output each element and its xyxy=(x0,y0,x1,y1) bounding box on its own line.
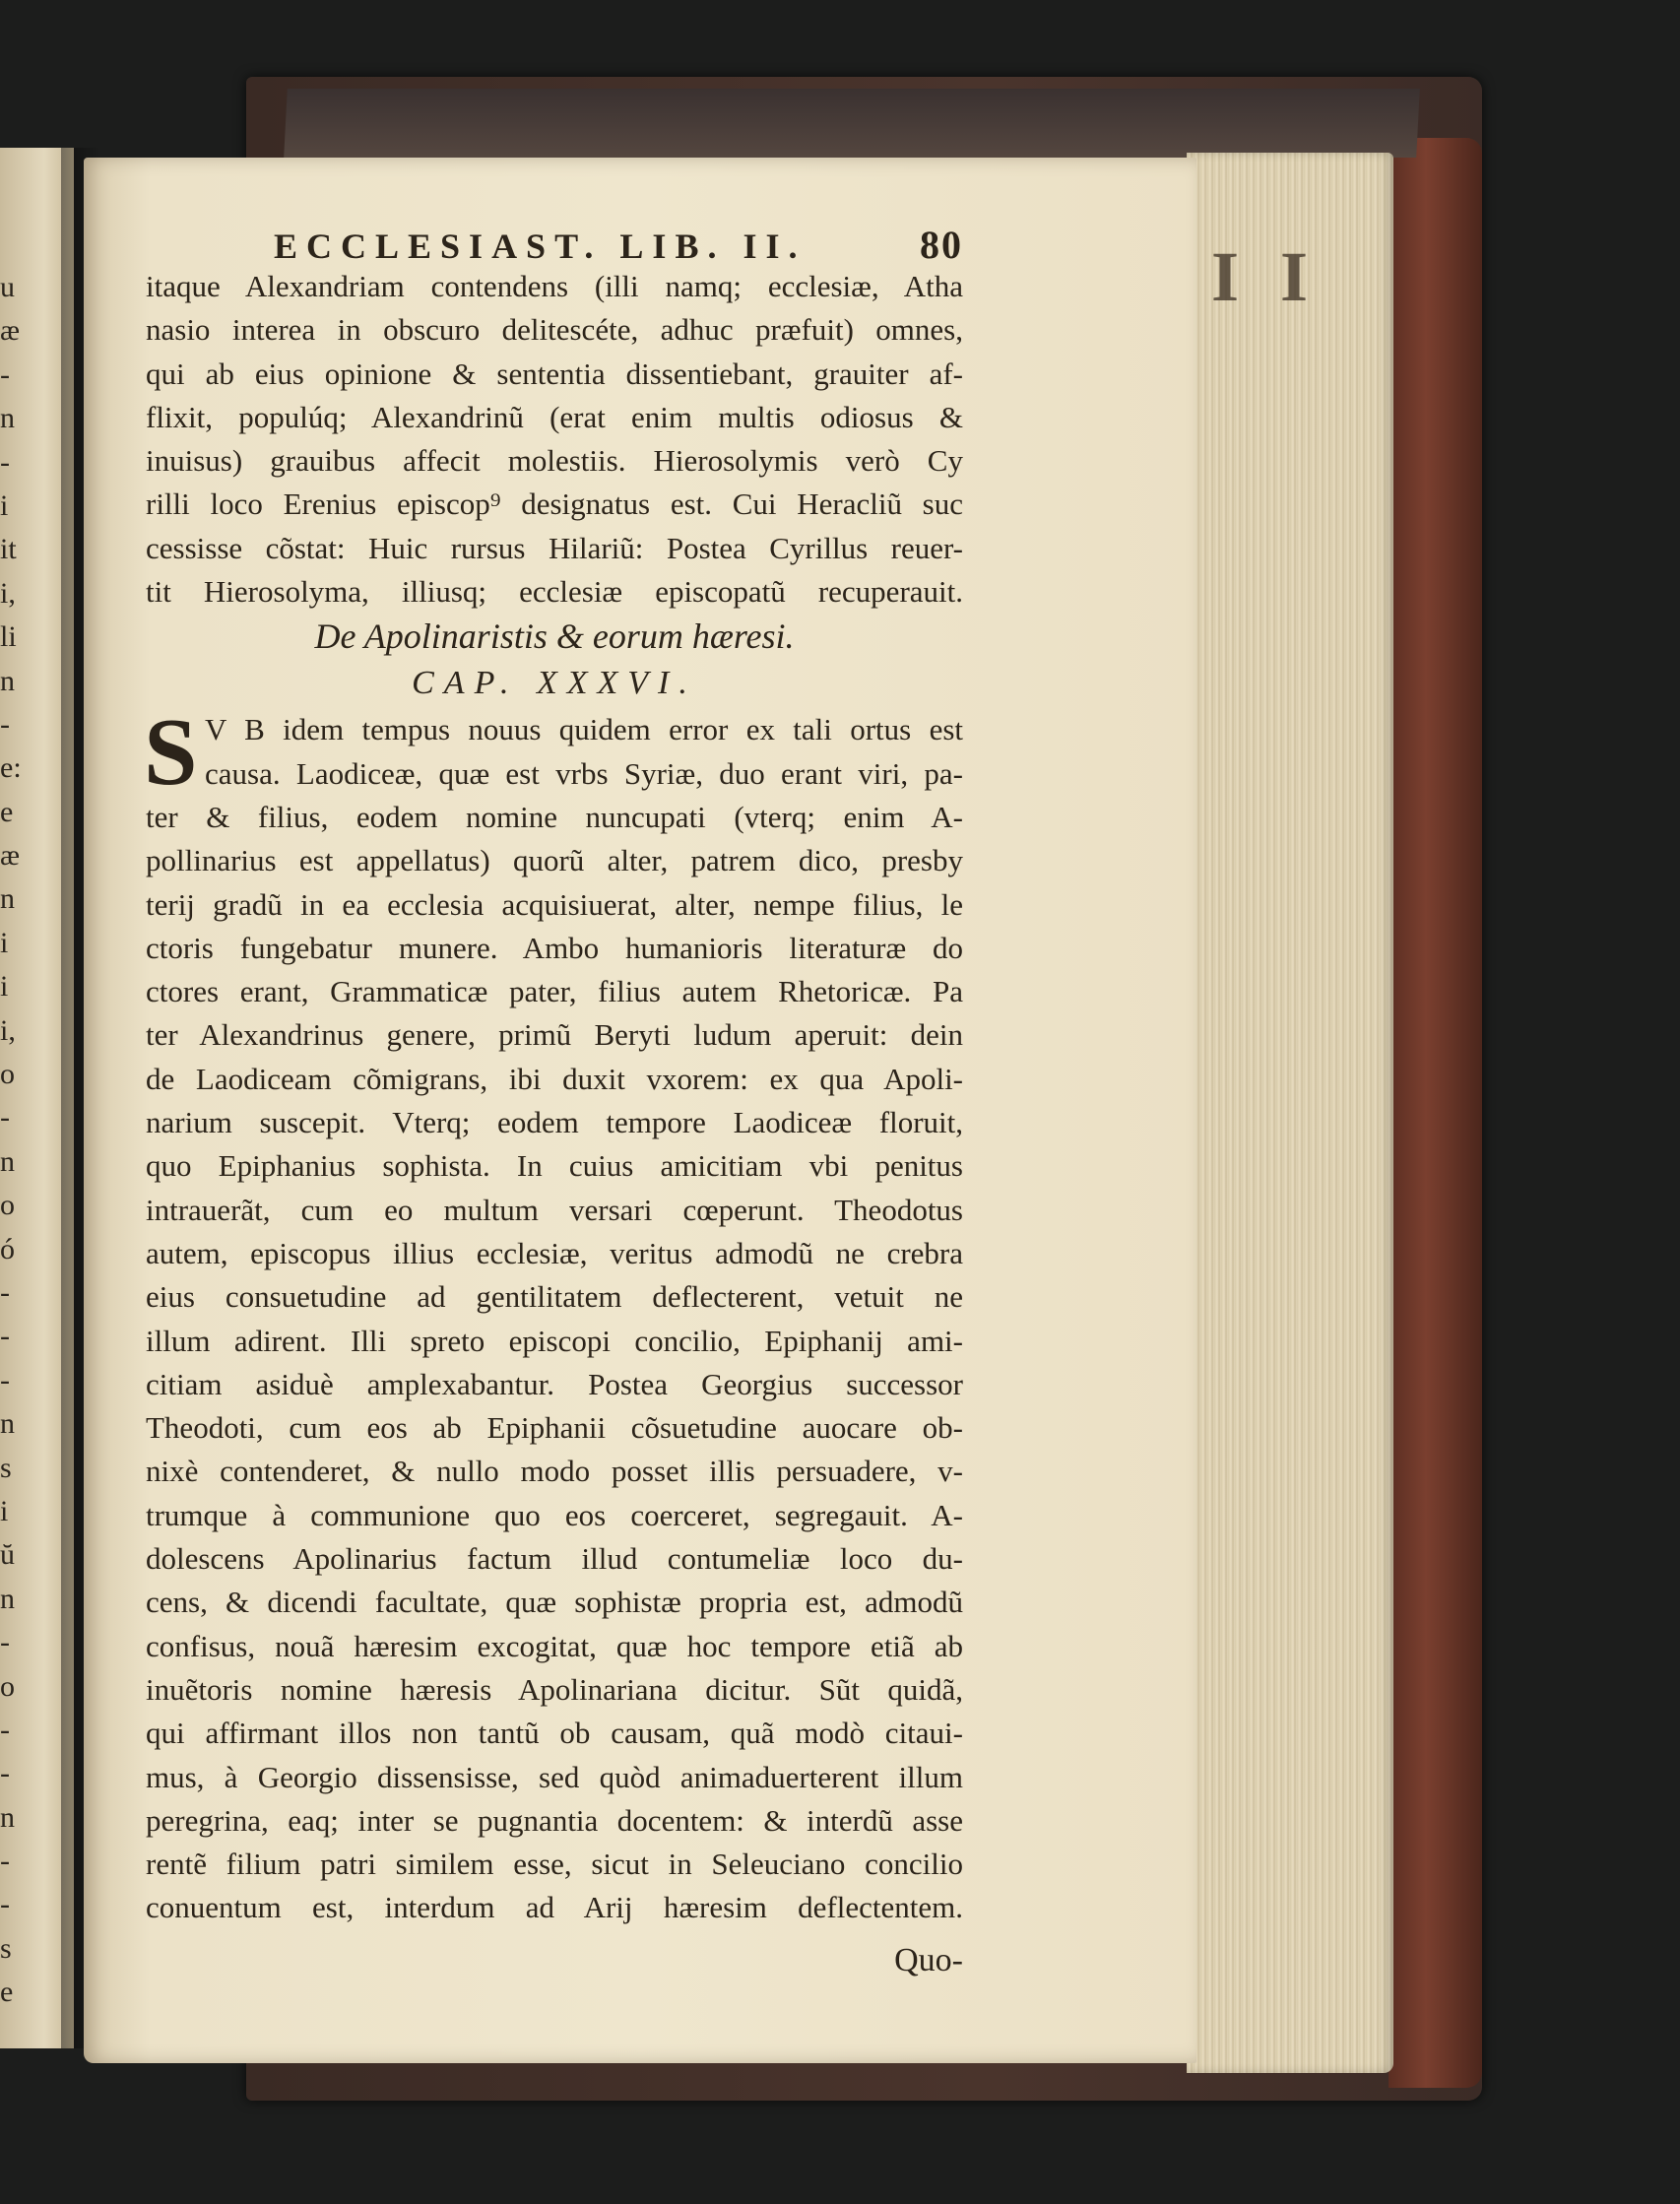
left-page-fragment: u xyxy=(0,271,15,303)
text-block-top xyxy=(146,265,963,614)
left-page-fragment: - xyxy=(0,445,10,479)
section-heading: De Apolinaristis & eorum hæresi. xyxy=(314,616,795,657)
text-line: narium suscepit. Vterq; eodem tempore Laodiceæ floruit, xyxy=(146,1105,963,1140)
text-line: inuẽtoris nomine hæresis Apolinariana dicitur. Sũt quidã, xyxy=(146,1671,963,1707)
text-line: eius consuetudine ad gentilitatem deflecterent, vetuit ne xyxy=(146,1279,963,1315)
left-page-fragment: - xyxy=(0,707,10,741)
text-line: terij gradũ in ea ecclesia acquisiuerat, alter, nempe filius, le xyxy=(146,886,963,922)
left-page-fragment: ó xyxy=(0,1232,15,1265)
left-page-fragment: - xyxy=(0,1275,10,1309)
left-page-fragment: - xyxy=(0,1888,10,1921)
text-line: qui affirmant illos non tantũ ob causam, quã modò citaui- xyxy=(146,1716,963,1751)
text-line: ter & filius, eodem nomine nuncupati (vterq; enim A- xyxy=(146,799,963,834)
text-line: rentẽ filium patri similem esse, sicut in Seleuciano concilio xyxy=(146,1847,963,1882)
left-page-fragment: o xyxy=(0,1189,15,1222)
text-block-body xyxy=(144,699,963,1929)
text-line: Theodoti, cum eos ab Epiphanii cõsuetudine auocare ob- xyxy=(146,1410,963,1446)
text-line: autem, episcopus illius ecclesiæ, veritus admodũ ne crebra xyxy=(146,1235,963,1270)
book-cover-edge xyxy=(1389,138,1482,2088)
left-page-fragment: - xyxy=(0,1101,10,1134)
page-text xyxy=(146,222,963,1985)
text-line: intrauerãt, cum eo multum versari cœperunt. Theodotus xyxy=(146,1192,963,1227)
left-page-fragment: æ xyxy=(0,314,21,348)
left-page-fragment: i xyxy=(0,488,9,522)
left-page-fragment: s xyxy=(0,1451,12,1484)
text-line: nasio interea in obscuro delitescéte, adhuc præfuit) omnes, xyxy=(146,312,963,348)
left-page-fragment: n xyxy=(0,1800,15,1834)
left-page-fragment: it xyxy=(0,533,17,566)
left-page-fragment: o xyxy=(0,1058,15,1091)
left-page-fragment: n xyxy=(0,1144,15,1178)
text-line: dolescens Apolinarius factum illud contumeliæ loco du- xyxy=(146,1541,963,1577)
left-page-fragment: - xyxy=(0,1626,10,1659)
left-page-fragment: i xyxy=(0,1494,9,1527)
chapter-label: CAP. XXXVI. xyxy=(412,665,697,702)
text-line: mus, à Georgio dissensisse, sed quòd animaduerterent illum xyxy=(146,1759,963,1794)
left-page-fragment: o xyxy=(0,1669,15,1703)
left-page-fragment: n xyxy=(0,1407,15,1441)
running-head-title: ECCLESIAST. LIB. II. xyxy=(274,227,807,266)
left-page-fragment: i, xyxy=(0,1013,16,1047)
left-page-fragment: - xyxy=(0,1320,10,1353)
left-page-fragment: n xyxy=(0,402,15,435)
text-line: peregrina, eaq; inter se pugnantia docentem: & interdũ asse xyxy=(146,1802,963,1838)
left-page-fragment: e: xyxy=(0,751,22,785)
left-page-fragment: æ xyxy=(0,839,21,873)
left-page-fragment: n xyxy=(0,882,15,916)
chapter-body xyxy=(144,699,963,1929)
text-line: inuisus) grauibus affecit molestiis. Hierosolymis verò Cy xyxy=(146,443,963,479)
text-line: itaque Alexandriam contendens (illi namq; ecclesiæ, Atha xyxy=(146,269,963,303)
text-line: conuentum est, interdum ad Arij hæresim deflectentem. xyxy=(146,1890,963,1925)
initial-letter: S xyxy=(144,699,198,807)
left-page-fragment: i, xyxy=(0,576,16,610)
text-line: confisus, nouã hæresim excogitat, quæ hoc tempore etiã ab xyxy=(146,1628,963,1663)
folio-number: 80 xyxy=(920,223,963,267)
text-line: de Laodiceam cõmigrans, ibi duxit vxorem: ex qua Apoli- xyxy=(146,1061,963,1096)
text-line: rilli loco Erenius episcop⁹ designatus est. Cui Heracliũ suc xyxy=(146,486,963,522)
left-page-fragment: - xyxy=(0,1363,10,1396)
text-line: causa. Laodiceæ, quæ est vrbs Syriæ, duo erant viri, pa- xyxy=(205,755,963,791)
text-line: flixit, populúq; Alexandrinũ (erat enim multis odiosus & xyxy=(146,399,963,434)
text-line: illum adirent. Illi spreto episcopi concilio, Epiphanij ami- xyxy=(146,1323,963,1358)
text-line: cessisse cõstat: Huic rursus Hilariũ: Postea Cyrillus reuer- xyxy=(146,530,963,565)
left-page-text-fragments xyxy=(0,266,22,2015)
running-head xyxy=(146,222,963,265)
text-line: tit Hierosolyma, illiusq; ecclesiæ episcopatũ recuperauit. xyxy=(146,574,963,610)
left-page-fragment: n xyxy=(0,1582,15,1615)
text-line: ctoris fungebatur munere. Ambo humanioris literaturæ do xyxy=(146,930,963,965)
text-line: cens, & dicendi facultate, quæ sophistæ propria est, admodũ xyxy=(146,1585,963,1620)
left-page-fragment: e xyxy=(0,795,14,828)
left-page-fragment: - xyxy=(0,1845,10,1878)
left-page-fragment: - xyxy=(0,1713,10,1746)
left-page-fragment: - xyxy=(0,357,10,391)
left-page-fragment: - xyxy=(0,1757,10,1790)
text-line: qui ab eius opinione & sententia dissentiebant, grauiter af- xyxy=(146,356,963,391)
book-headband xyxy=(284,89,1420,158)
text-line: V B idem tempus nouus quidem error ex tali ortus est xyxy=(205,712,963,747)
text-line: ctores erant, Grammaticæ pater, filius autem Rhetoricæ. Pa xyxy=(146,974,963,1009)
text-line: citiam asiduè amplexabantur. Postea Georgius successor xyxy=(146,1366,963,1401)
catchword: Quo- xyxy=(894,1941,963,1978)
text-line: ter Alexandrinus genere, primũ Beryti ludum aperuit: dein xyxy=(146,1017,963,1053)
left-page-fragment: n xyxy=(0,664,15,697)
left-page-fragment: i xyxy=(0,926,9,959)
text-line: nixè contenderet, & nullo modo posset illis persuadere, v- xyxy=(146,1454,963,1489)
text-line: trumque à communione quo eos coerceret, segregauit. A- xyxy=(146,1497,963,1532)
left-page-fragment: s xyxy=(0,1931,12,1965)
left-page-fragment: li xyxy=(0,620,17,654)
text-line: pollinarius est appellatus) quorũ alter, patrem dico, presby xyxy=(146,843,963,878)
left-page-fragment: e xyxy=(0,1976,14,2009)
left-page-fragment: ŭ xyxy=(0,1538,15,1572)
page-edge-mark: I I xyxy=(1211,237,1321,316)
page-edges xyxy=(1187,153,1393,2073)
left-page-fragment: i xyxy=(0,970,9,1004)
text-line: quo Epiphanius sophista. In cuius amicitiam vbi penitus xyxy=(146,1148,963,1184)
